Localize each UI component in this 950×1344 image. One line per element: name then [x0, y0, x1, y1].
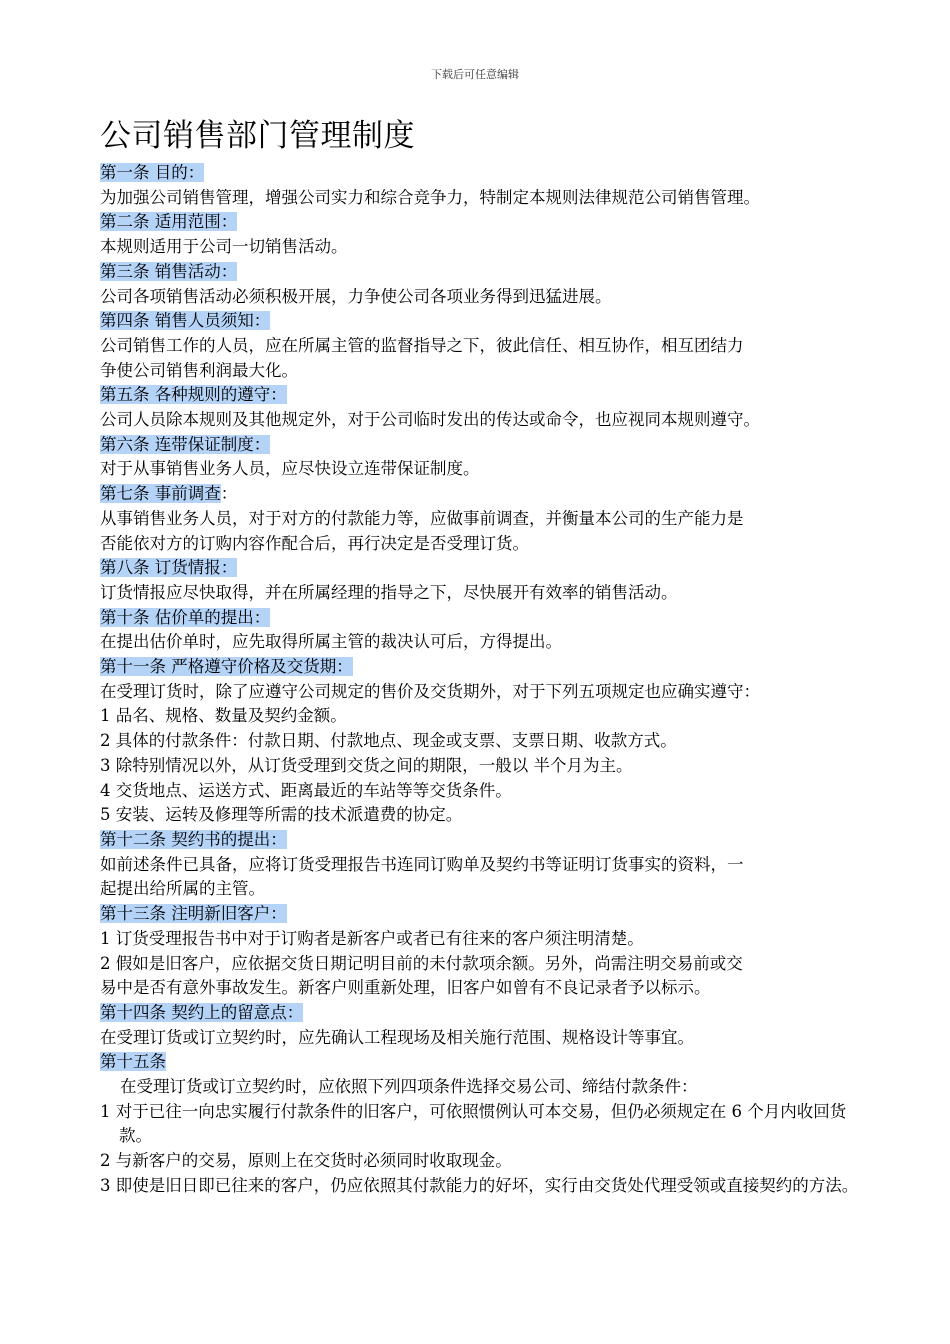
- article-10-text: 在提出估价单时，应先取得所属主管的裁决认可后，方得提出。: [100, 632, 562, 652]
- document-title: 公司销售部门管理制度: [100, 118, 415, 154]
- article-1-text: 为加强公司销售管理，增强公司实力和综合竞争力，特制定本规则法律规范公司销售管理。: [100, 187, 760, 207]
- article-12-text-line-2: 起提出给所属的主管。: [100, 879, 265, 899]
- article-6-heading: 第六条 连带保证制度：: [100, 434, 271, 454]
- article-12-heading: 第十二条 契约书的提出：: [100, 829, 287, 849]
- article-15-item: 3 即使是旧日即已往来的客户，仍应依照其付款能力的好坏，实行由交货处代理受领或直接契约的方法。: [100, 1175, 859, 1195]
- article-7-text-line-2: 否能依对方的订购内容作配合后，再行决定是否受理订货。: [100, 533, 529, 553]
- article-1-heading: 第一条 目的：: [100, 163, 205, 182]
- article-11-text: 在受理订货时，除了应遵守公司规定的售价及交货期外，对于下列五项规定也应确实遵守：: [100, 681, 760, 701]
- article-11-heading: 第十一条 严格遵守价格及交货期：: [100, 657, 353, 677]
- article-15-item: 2 与新客户的交易，原则上在交货时必须同时收取现金。: [100, 1151, 512, 1171]
- article-13-text-line-2: 2 假如是旧客户，应依据交货日期记明目前的未付款项余额。另外，尚需注明交易前或交: [100, 953, 743, 973]
- article-10-heading: 第十条 估价单的提出：: [100, 607, 271, 627]
- page-header-note: 下载后可任意编辑: [431, 68, 519, 81]
- article-3-text: 公司各项销售活动必须积极开展，力争使公司各项业务得到迅猛进展。: [100, 286, 612, 306]
- article-11-item: 2 具体的付款条件：付款日期、付款地点、现金或支票、支票日期、收款方式。: [100, 731, 677, 751]
- article-14-heading: 第十四条 契约上的留意点：: [100, 1002, 304, 1022]
- article-5-heading: 第五条 各种规则的遵守：: [100, 385, 287, 405]
- article-4-text-line-1: 公司销售工作的人员，应在所属主管的监督指导之下，彼此信任、相互协作，相互团结力: [100, 335, 744, 355]
- article-2-heading: 第二条 适用范围：: [100, 212, 238, 232]
- article-15-intro: 在受理订货或订立契约时，应依照下列四项条件选择交易公司、缔结付款条件：: [120, 1077, 698, 1097]
- article-15-item: 1 对于已往一向忠实履行付款条件的旧客户，可依照惯例认可本交易，但仍必须规定在 6 个月内收回货款。: [100, 1101, 847, 1146]
- article-13-text-line-3: 易中是否有意外事故发生。新客户则重新处理，旧客户如曾有不良记录者予以标示。: [100, 978, 711, 998]
- article-4-heading: 第四条 销售人员须知：: [100, 311, 271, 331]
- article-11-item: 5 安装、运转及修理等所需的技术派遣费的协定。: [100, 805, 463, 825]
- article-2-text: 本规则适用于公司一切销售活动。: [100, 237, 348, 257]
- document-body: [100, 161, 860, 1199]
- article-11-item: 3 除特别情况以外，从订货受理到交货之间的期限，一般以 半个月为主。: [100, 755, 633, 775]
- article-11-item: 4 交货地点、运送方式、距离最近的车站等等交货条件。: [100, 780, 512, 800]
- article-13-heading: 第十三条 注明新旧客户：: [100, 904, 287, 924]
- article-15-heading: 第十五条: [100, 1052, 166, 1072]
- article-3-heading: 第三条 销售活动：: [100, 261, 238, 281]
- article-5-text: 公司人员除本规则及其他规定外，对于公司临时发出的传达或命令，也应视同本规则遵守。: [100, 410, 760, 430]
- article-7-heading-colon: ：: [220, 484, 238, 504]
- article-8-heading: 第八条 订货情报：: [100, 558, 238, 578]
- article-13-text-line-1: 1 订货受理报告书中对于订购者是新客户或者已有往来的客户须注明清楚。: [100, 928, 644, 948]
- article-8-text: 订货情报应尽快取得，并在所属经理的指导之下，尽快展开有效率的销售活动。: [100, 582, 678, 602]
- article-12-text-line-1: 如前述条件已具备，应将订货受理报告书连同订购单及契约书等证明订货事实的资料，一: [100, 854, 744, 874]
- article-4-text-line-2: 争使公司销售利润最大化。: [100, 360, 298, 380]
- article-11-item: 1 品名、规格、数量及契约金额。: [100, 706, 347, 726]
- article-7-heading: 第七条 事前调查: [100, 484, 221, 504]
- article-6-text: 对于从事销售业务人员，应尽快设立连带保证制度。: [100, 459, 480, 479]
- article-14-text: 在受理订货或订立契约时，应先确认工程现场及相关施行范围、规格设计等事宜。: [100, 1027, 694, 1047]
- article-7-text-line-1: 从事销售业务人员，对于对方的付款能力等，应做事前调查，并衡量本公司的生产能力是: [100, 508, 744, 528]
